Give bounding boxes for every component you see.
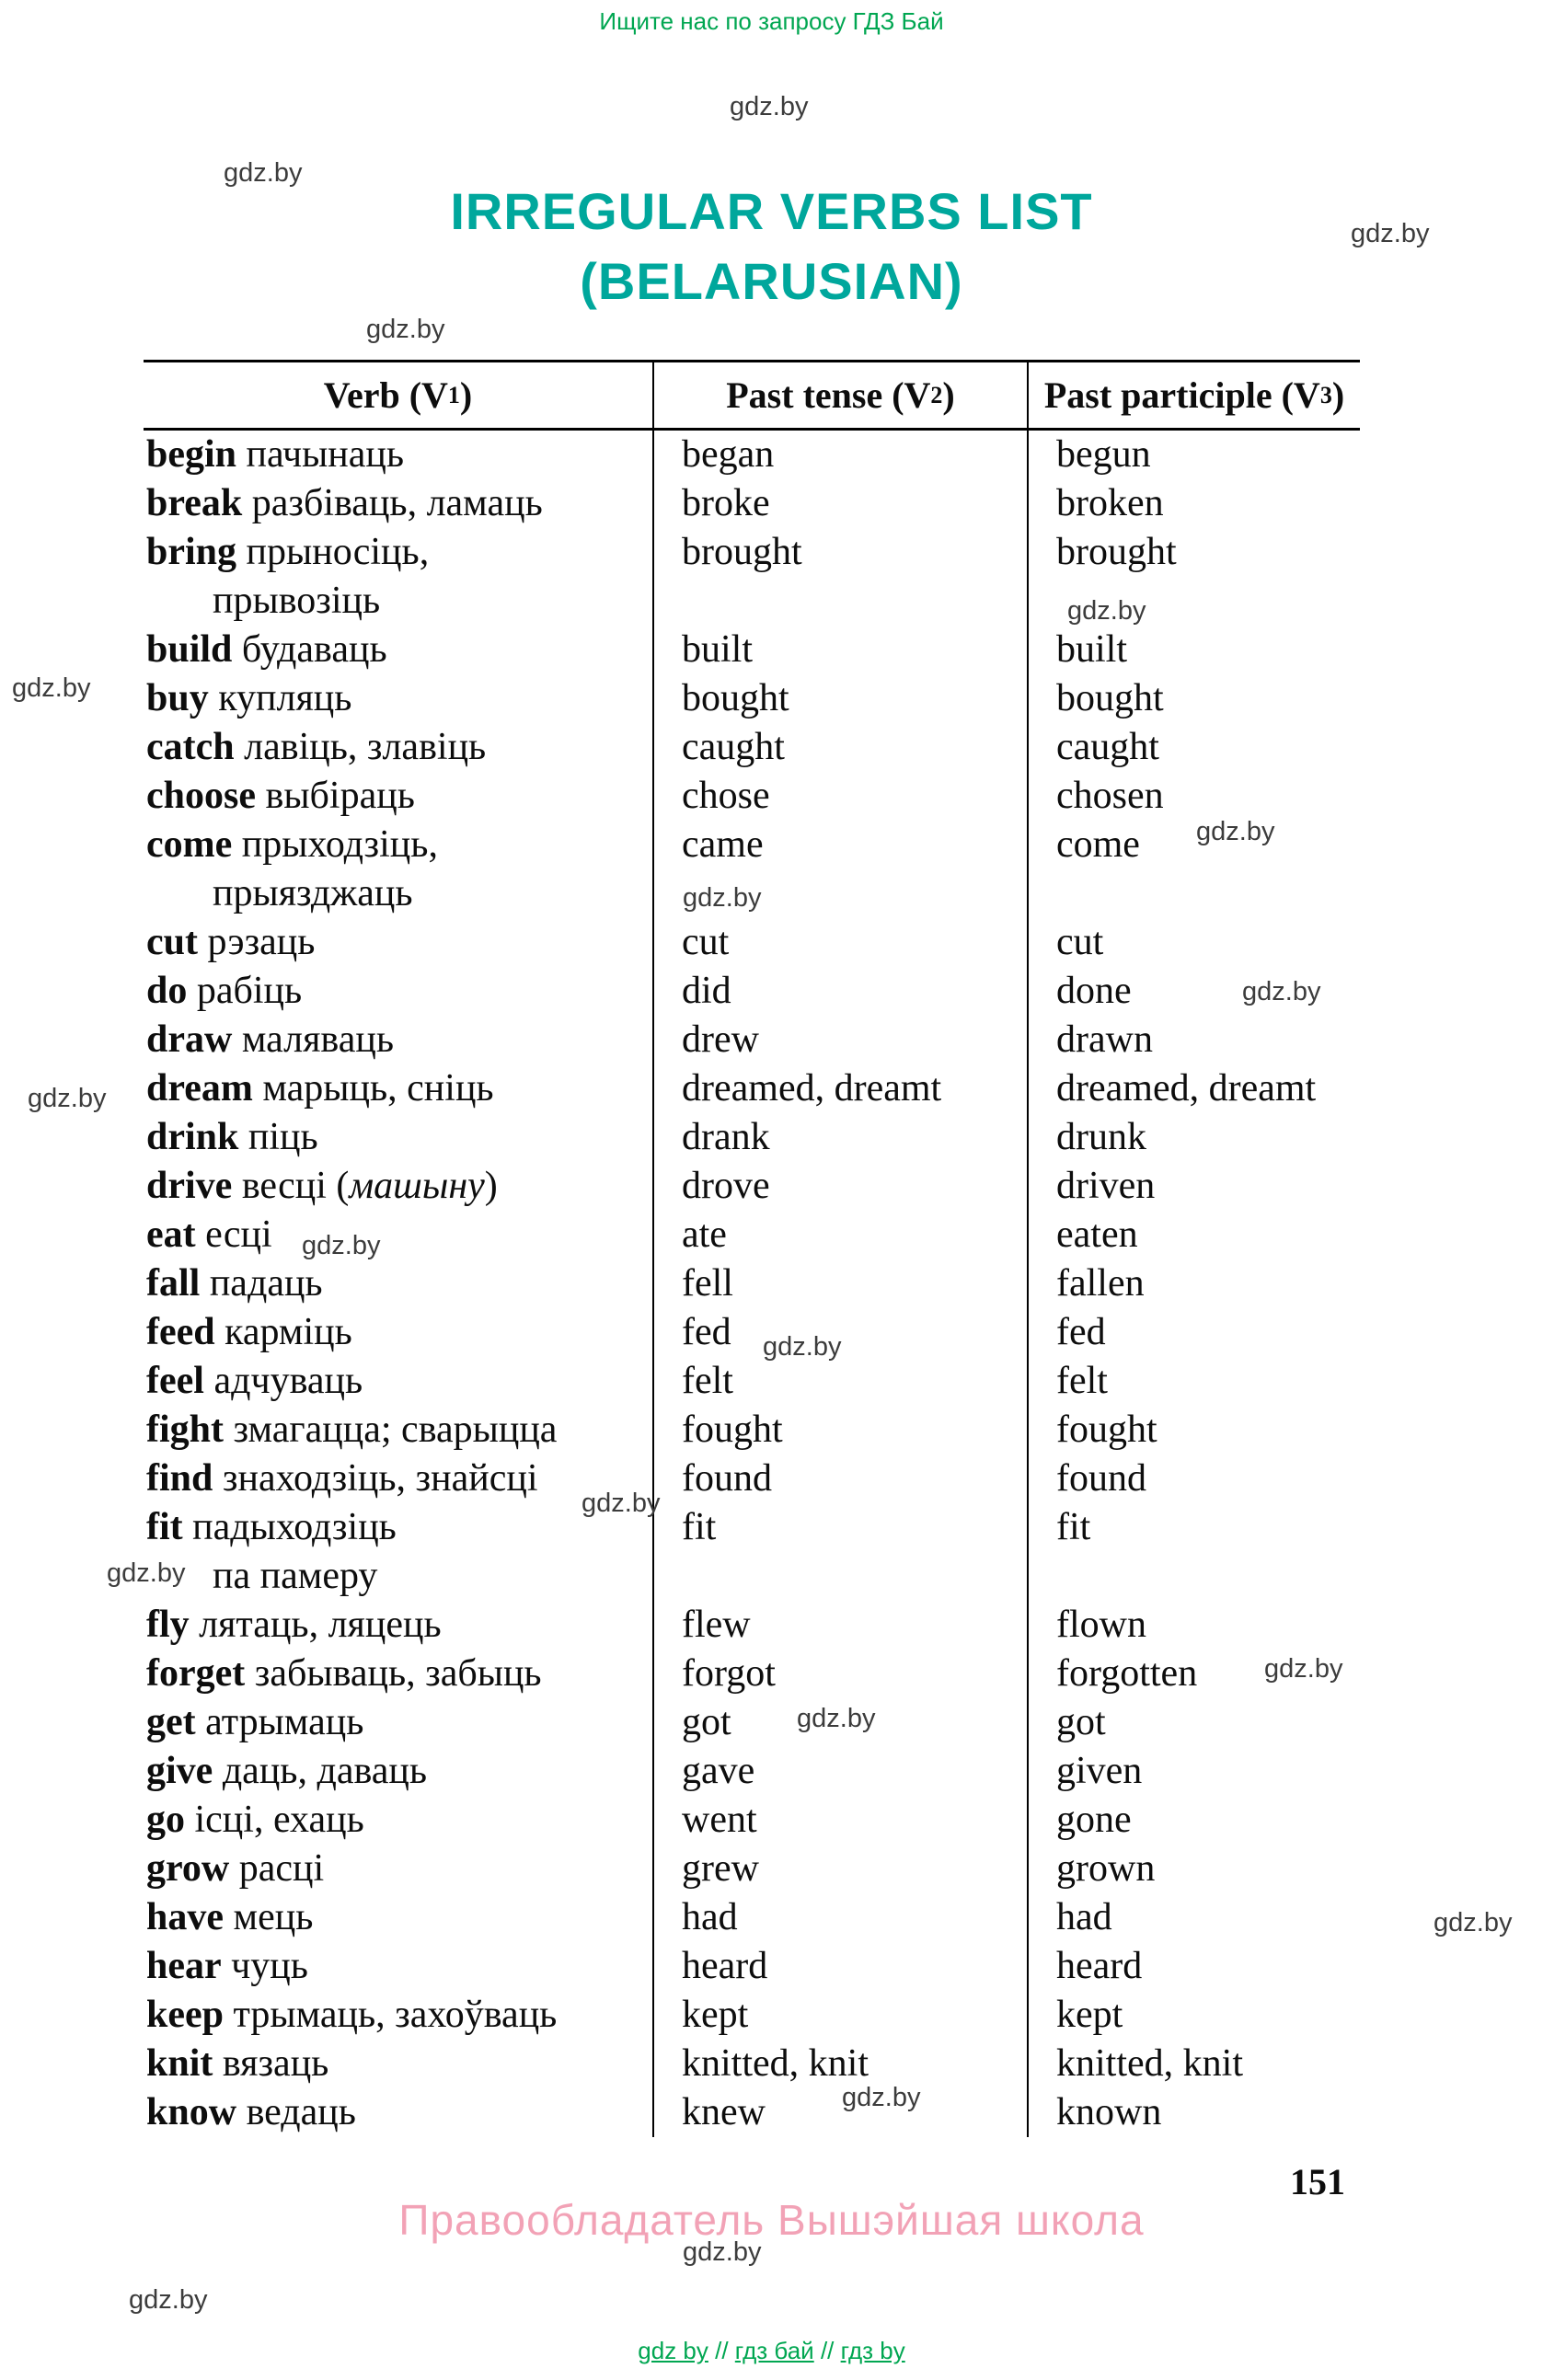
past-participle-cell: broken bbox=[1027, 479, 1360, 528]
translation-text: падаць bbox=[209, 1262, 323, 1305]
verb-cell bbox=[144, 821, 652, 918]
verb-text: fall bbox=[146, 1262, 201, 1305]
footer-links bbox=[0, 2337, 1543, 2365]
verb-text: hear bbox=[146, 1945, 222, 1987]
translation-text: трымаць, захоўваць bbox=[233, 1994, 558, 2036]
verb-text: fit bbox=[146, 1506, 183, 1548]
past-participle-cell: grown bbox=[1027, 1845, 1360, 1893]
verb-cell bbox=[144, 1796, 652, 1845]
verb-text: catch bbox=[146, 726, 235, 768]
translation-text: будаваць bbox=[241, 628, 387, 671]
table-row bbox=[144, 772, 1360, 821]
past-participle-cell: felt bbox=[1027, 1357, 1360, 1406]
verb-cell bbox=[144, 772, 652, 821]
gdz-watermark: gdz.by bbox=[366, 315, 445, 344]
verb-cell bbox=[144, 1747, 652, 1796]
table-row bbox=[144, 2088, 1360, 2137]
translation-text: купляць bbox=[218, 677, 352, 719]
verb-cell bbox=[144, 1650, 652, 1698]
table-row bbox=[144, 431, 1360, 479]
verb-text: go bbox=[146, 1799, 185, 1841]
verb-cell bbox=[144, 1259, 652, 1308]
col-header-past-tense: Past tense (V 2 ) bbox=[652, 362, 1027, 428]
past-participle-cell: bought bbox=[1027, 674, 1360, 723]
verb-text: draw bbox=[146, 1018, 233, 1061]
col-header-verb: Verb (V 1 ) bbox=[323, 374, 473, 416]
verb-cell bbox=[144, 528, 652, 626]
gdz-watermark: gdz.by bbox=[683, 883, 762, 913]
past-tense-cell: built bbox=[652, 626, 1027, 674]
table-row bbox=[144, 1259, 1360, 1308]
gdz-watermark: gdz.by bbox=[28, 1084, 107, 1113]
table-row bbox=[144, 528, 1360, 626]
past-tense-cell: heard bbox=[652, 1942, 1027, 1991]
table-row bbox=[144, 1454, 1360, 1503]
past-participle-cell: done bbox=[1027, 967, 1360, 1016]
past-participle-cell: drunk bbox=[1027, 1113, 1360, 1162]
verb-text: get bbox=[146, 1701, 196, 1743]
translation-text: чуць bbox=[231, 1945, 308, 1987]
past-tense-cell: fought bbox=[652, 1406, 1027, 1454]
verb-cell bbox=[144, 626, 652, 674]
gdz-watermark: gdz.by bbox=[1351, 219, 1430, 248]
translation-text: есці bbox=[205, 1213, 272, 1256]
verb-text: dream bbox=[146, 1067, 253, 1110]
verb-cell bbox=[144, 1601, 652, 1650]
verb-cell bbox=[144, 1162, 652, 1211]
past-tense-cell: knew bbox=[652, 2088, 1027, 2137]
gdz-watermark: gdz.by bbox=[763, 1332, 842, 1362]
past-tense-cell: forgot bbox=[652, 1650, 1027, 1698]
past-tense-cell: dreamed, dreamt bbox=[652, 1064, 1027, 1113]
table-row bbox=[144, 1747, 1360, 1796]
past-participle-cell: known bbox=[1027, 2088, 1360, 2137]
gdz-watermark: gdz.by bbox=[1196, 817, 1275, 846]
past-tense-cell: had bbox=[652, 1893, 1027, 1942]
header-subscript: 1 bbox=[447, 381, 460, 408]
past-tense-cell: got bbox=[652, 1698, 1027, 1747]
verb-text: come bbox=[146, 823, 233, 866]
past-tense-cell: went bbox=[652, 1796, 1027, 1845]
past-participle-cell: drawn bbox=[1027, 1016, 1360, 1064]
verb-cell bbox=[144, 1454, 652, 1503]
footer-link[interactable]: gdz by bbox=[638, 2337, 708, 2364]
translation-text: падыходзіць bbox=[192, 1506, 397, 1548]
verb-cell bbox=[144, 1016, 652, 1064]
translation-continuation: па памеру bbox=[213, 1555, 378, 1597]
footer-link[interactable]: гдз by bbox=[840, 2337, 905, 2364]
gdz-watermark: gdz.by bbox=[1067, 596, 1146, 626]
past-participle-cell: knitted, knit bbox=[1027, 2040, 1360, 2088]
table-row bbox=[144, 1698, 1360, 1747]
verb-text: break bbox=[146, 482, 243, 524]
past-participle-cell: had bbox=[1027, 1893, 1360, 1942]
verb-cell bbox=[144, 1991, 652, 2040]
table-row bbox=[144, 1601, 1360, 1650]
verb-cell bbox=[144, 967, 652, 1016]
translation-continuation: прыязджаць bbox=[213, 872, 413, 914]
table-row bbox=[144, 1162, 1360, 1211]
verb-text: build bbox=[146, 628, 233, 671]
past-tense-cell: drove bbox=[652, 1162, 1027, 1211]
verb-text: fight bbox=[146, 1408, 224, 1451]
past-tense-cell: bought bbox=[652, 674, 1027, 723]
top-banner-text: Ищите нас по запросу ГДЗ Бай bbox=[599, 7, 944, 35]
table-row bbox=[144, 918, 1360, 967]
verb-text: fly bbox=[146, 1604, 190, 1646]
header-subscript: 3 bbox=[1319, 381, 1332, 408]
verb-cell bbox=[144, 1357, 652, 1406]
table-row bbox=[144, 1406, 1360, 1454]
translation-text: лавіць, злавіць bbox=[244, 726, 487, 768]
past-tense-cell: fed bbox=[652, 1308, 1027, 1357]
past-tense-cell: caught bbox=[652, 723, 1027, 772]
translation-text: марыць, сніць bbox=[262, 1067, 494, 1110]
translation-text: лятаць, ляцець bbox=[199, 1604, 442, 1646]
verb-text: bring bbox=[146, 531, 237, 573]
translation-text: даць, даваць bbox=[222, 1750, 428, 1792]
past-participle-cell: come bbox=[1027, 821, 1360, 918]
translation-text: мець bbox=[233, 1896, 314, 1938]
past-tense-cell: chose bbox=[652, 772, 1027, 821]
past-participle-cell: fit bbox=[1027, 1503, 1360, 1601]
past-tense-cell: began bbox=[652, 431, 1027, 479]
table-row bbox=[144, 967, 1360, 1016]
col-header-past-participle: Past participle (V 3 ) bbox=[1027, 362, 1360, 428]
translation-text: расці bbox=[238, 1847, 325, 1890]
verb-text: drink bbox=[146, 1116, 239, 1158]
past-tense-cell: kept bbox=[652, 1991, 1027, 2040]
table-row bbox=[144, 723, 1360, 772]
past-tense-cell: flew bbox=[652, 1601, 1027, 1650]
past-tense-cell: felt bbox=[652, 1357, 1027, 1406]
translation-text: весці (машыну) bbox=[241, 1165, 498, 1207]
past-participle-cell: dreamed, dreamt bbox=[1027, 1064, 1360, 1113]
past-participle-cell: kept bbox=[1027, 1991, 1360, 2040]
page-title-line1: IRREGULAR VERBS LIST bbox=[450, 182, 1093, 240]
translation-text: прыносіць, bbox=[246, 531, 430, 573]
verb-cell bbox=[144, 431, 652, 479]
table-row bbox=[144, 1308, 1360, 1357]
verb-text: grow bbox=[146, 1847, 230, 1890]
past-participle-cell: fought bbox=[1027, 1406, 1360, 1454]
verb-text: cut bbox=[146, 921, 198, 963]
gdz-watermark: gdz.by bbox=[842, 2083, 921, 2112]
footer-link-separator: // bbox=[813, 2337, 841, 2364]
gdz-watermark: gdz.by bbox=[12, 673, 91, 703]
table-row bbox=[144, 1942, 1360, 1991]
footer-link-separator: // bbox=[708, 2337, 735, 2364]
table-row bbox=[144, 479, 1360, 528]
past-participle-cell: eaten bbox=[1027, 1211, 1360, 1259]
header-subscript: 2 bbox=[930, 381, 943, 408]
translation-text: рэзаць bbox=[207, 921, 316, 963]
past-participle-cell: fed bbox=[1027, 1308, 1360, 1357]
verb-cell bbox=[144, 723, 652, 772]
past-participle-cell: cut bbox=[1027, 918, 1360, 967]
past-participle-cell: heard bbox=[1027, 1942, 1360, 1991]
past-tense-cell: drank bbox=[652, 1113, 1027, 1162]
table-row bbox=[144, 1064, 1360, 1113]
verb-cell bbox=[144, 2040, 652, 2088]
past-participle-cell: brought bbox=[1027, 528, 1360, 626]
verb-cell bbox=[144, 1503, 652, 1601]
past-tense-cell: gave bbox=[652, 1747, 1027, 1796]
verb-text: do bbox=[146, 970, 188, 1012]
past-participle-cell: built bbox=[1027, 626, 1360, 674]
verb-text: forget bbox=[146, 1652, 246, 1695]
gdz-watermark: gdz.by bbox=[302, 1231, 381, 1260]
past-tense-cell: drew bbox=[652, 1016, 1027, 1064]
past-tense-cell: came bbox=[652, 821, 1027, 918]
table-row bbox=[144, 626, 1360, 674]
verb-cell bbox=[144, 1406, 652, 1454]
translation-text: маляваць bbox=[241, 1018, 394, 1061]
table-row bbox=[144, 1796, 1360, 1845]
verb-text: feel bbox=[146, 1360, 204, 1402]
past-tense-cell: found bbox=[652, 1454, 1027, 1503]
table-body bbox=[144, 431, 1360, 2137]
translation-text: выбіраць bbox=[265, 775, 415, 817]
gdz-watermark: gdz.by bbox=[582, 1489, 661, 1518]
gdz-watermark: gdz.by bbox=[1434, 1908, 1513, 1937]
verb-cell bbox=[144, 2088, 652, 2137]
verb-text: buy bbox=[146, 677, 209, 719]
translation-text: рабіць bbox=[196, 970, 303, 1012]
verb-text: have bbox=[146, 1896, 224, 1938]
verb-cell bbox=[144, 1893, 652, 1942]
verb-cell bbox=[144, 674, 652, 723]
verb-cell bbox=[144, 1064, 652, 1113]
table-row bbox=[144, 1991, 1360, 2040]
translation-text: забываць, забыць bbox=[254, 1652, 542, 1695]
table-row bbox=[144, 1357, 1360, 1406]
past-tense-cell: ate bbox=[652, 1211, 1027, 1259]
table-row bbox=[144, 2040, 1360, 2088]
past-participle-cell: begun bbox=[1027, 431, 1360, 479]
past-participle-cell: found bbox=[1027, 1454, 1360, 1503]
table-row bbox=[144, 1650, 1360, 1698]
gdz-watermark: gdz.by bbox=[224, 158, 303, 188]
gdz-watermark: gdz.by bbox=[129, 2285, 208, 2315]
verb-cell bbox=[144, 1942, 652, 1991]
verb-text: know bbox=[146, 2091, 237, 2133]
gdz-watermark: gdz.by bbox=[107, 1558, 186, 1588]
translation-text: знаходзіць, знайсці bbox=[222, 1457, 538, 1500]
table-row bbox=[144, 1503, 1360, 1601]
translation-continuation: прывозіць bbox=[213, 580, 381, 622]
table-row bbox=[144, 1113, 1360, 1162]
past-participle-cell: caught bbox=[1027, 723, 1360, 772]
past-participle-cell: gone bbox=[1027, 1796, 1360, 1845]
gdz-watermark: gdz.by bbox=[1264, 1654, 1343, 1684]
translation-text: піць bbox=[248, 1116, 318, 1158]
past-participle-cell: given bbox=[1027, 1747, 1360, 1796]
translation-text: карміць bbox=[225, 1311, 352, 1353]
past-participle-cell: forgotten bbox=[1027, 1650, 1360, 1698]
verb-cell bbox=[144, 1113, 652, 1162]
verb-cell bbox=[144, 1698, 652, 1747]
past-participle-cell: fallen bbox=[1027, 1259, 1360, 1308]
translation-text: ісці, ехаць bbox=[194, 1799, 364, 1841]
past-tense-cell: did bbox=[652, 967, 1027, 1016]
translation-text: змагацца; сварыцца bbox=[233, 1408, 558, 1451]
past-tense-cell: broke bbox=[652, 479, 1027, 528]
verb-text: feed bbox=[146, 1311, 215, 1353]
gdz-watermark: gdz.by bbox=[730, 92, 809, 121]
past-participle-cell: got bbox=[1027, 1698, 1360, 1747]
past-participle-cell: flown bbox=[1027, 1601, 1360, 1650]
gdz-watermark: gdz.by bbox=[1242, 977, 1321, 1006]
translation-text: вязаць bbox=[222, 2042, 329, 2085]
gdz-watermark: gdz.by bbox=[797, 1704, 876, 1733]
past-participle-cell: chosen bbox=[1027, 772, 1360, 821]
verb-text: begin bbox=[146, 433, 237, 476]
table-row bbox=[144, 674, 1360, 723]
verb-cell bbox=[144, 479, 652, 528]
translation-text: прыходзіць, bbox=[241, 823, 438, 866]
copyright-text: Правообладатель Вышэйшая школа bbox=[398, 2196, 1145, 2244]
past-participle-cell: driven bbox=[1027, 1162, 1360, 1211]
verb-text: keep bbox=[146, 1994, 224, 2036]
page-number: 151 bbox=[1290, 2161, 1345, 2202]
verb-text: eat bbox=[146, 1213, 196, 1256]
past-tense-cell: knitted, knit bbox=[652, 2040, 1027, 2088]
page-title-line2: (BELARUSIAN) bbox=[580, 252, 963, 310]
footer-link[interactable]: гдз бай bbox=[734, 2337, 814, 2364]
translation-text: атрымаць bbox=[205, 1701, 364, 1743]
past-tense-cell: cut bbox=[652, 918, 1027, 967]
past-tense-cell: fell bbox=[652, 1259, 1027, 1308]
table-header-row bbox=[144, 360, 1360, 431]
translation-text: разбіваць, ламаць bbox=[251, 482, 543, 524]
table-row bbox=[144, 1893, 1360, 1942]
verb-cell bbox=[144, 1308, 652, 1357]
table-row bbox=[144, 1845, 1360, 1893]
verb-text: give bbox=[146, 1750, 213, 1792]
gdz-watermark: gdz.by bbox=[683, 2237, 762, 2267]
verb-cell bbox=[144, 918, 652, 967]
translation-text: ведаць bbox=[246, 2091, 356, 2133]
verb-text: knit bbox=[146, 2042, 213, 2085]
verb-text: drive bbox=[146, 1165, 233, 1207]
past-tense-cell: brought bbox=[652, 528, 1027, 626]
past-tense-cell: fit bbox=[652, 1503, 1027, 1601]
translation-text: пачынаць bbox=[246, 433, 405, 476]
verb-text: find bbox=[146, 1457, 213, 1500]
verb-text: choose bbox=[146, 775, 256, 817]
page-title bbox=[0, 177, 1543, 316]
verb-cell bbox=[144, 1211, 652, 1259]
table-row bbox=[144, 1016, 1360, 1064]
past-tense-cell: grew bbox=[652, 1845, 1027, 1893]
translation-text: адчуваць bbox=[213, 1360, 363, 1402]
verb-cell bbox=[144, 1845, 652, 1893]
